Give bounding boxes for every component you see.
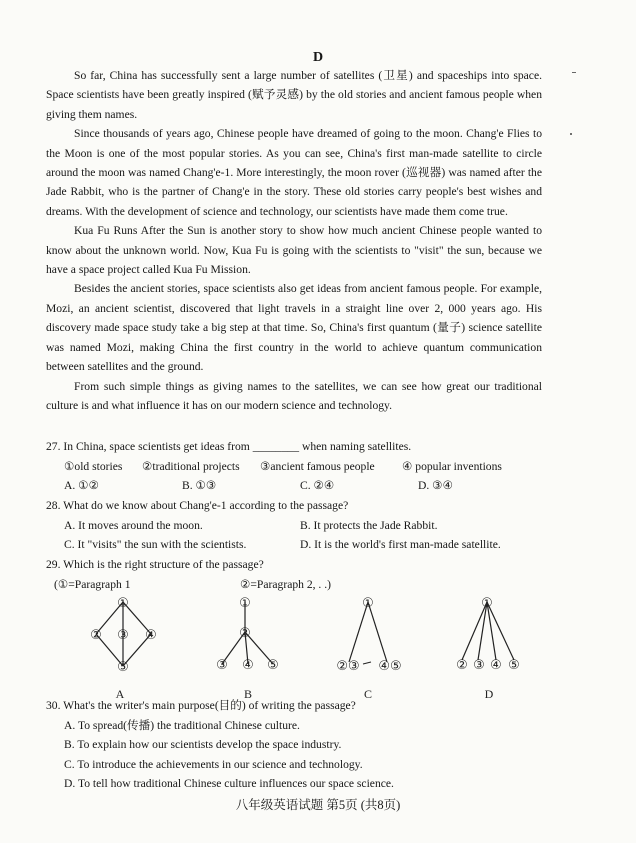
question-27-options <box>64 476 546 496</box>
diagram-b[interactable] <box>216 596 279 701</box>
node-3: ③ <box>473 658 485 673</box>
question-30-row-b <box>64 735 546 755</box>
question-27-items <box>64 457 546 477</box>
node-4: ④ <box>242 658 254 673</box>
diagram-d[interactable] <box>456 596 520 701</box>
section-letter: D <box>312 50 324 65</box>
option-d[interactable]: D. To tell how traditional Chinese culture influences our space science. <box>64 777 394 791</box>
node-group-right: ④⑤ <box>378 659 402 674</box>
node-1: ① <box>481 596 493 611</box>
item-1: ①old stories <box>64 459 123 473</box>
question-30 <box>46 696 546 794</box>
node-1: ① <box>239 596 251 611</box>
question-29-stem: 29. Which is the right structure of the passage? <box>46 558 264 571</box>
question-29 <box>46 555 546 594</box>
item-4: ④ popular inventions <box>402 459 502 473</box>
node-group-left: ②③ <box>336 659 360 674</box>
paragraph-1: So far, China has successfully sent a large number of satellites (卫星) and spaceships into space. Space scientists have been greatly inspired (赋予灵感) by the old stories and ancient famous people when giving them names. <box>46 69 542 121</box>
option-c[interactable]: C. To introduce the achievements in our science and technology. <box>64 757 363 771</box>
node-5: ⑤ <box>267 658 279 673</box>
node-2: ② <box>90 628 102 643</box>
paragraph-4: Besides the ancient stories, space scientists also get ideas from ancient famous people. For example, Mozi, an ancient scientist, discovered that light travels in a straight line over 2, 000 years ago. His discovery made space study take a big step at that time. So, China's first quantum (量子) science satellite was named Mozi, making China the first country in the world to achieve quantum communication between satellites and the ground. <box>46 282 542 374</box>
option-d[interactable]: D. It is the world's first man-made satellite. <box>300 538 501 552</box>
option-b[interactable]: B. It protects the Jade Rabbit. <box>300 518 438 532</box>
node-3: ③ <box>117 628 129 643</box>
node-1: ① <box>362 596 374 611</box>
diagram-a-label: A <box>115 687 125 701</box>
question-28-row-1 <box>64 516 546 536</box>
item-2: ②traditional projects <box>142 459 240 473</box>
node-2: ② <box>456 658 468 673</box>
node-3: ③ <box>216 658 228 673</box>
option-a[interactable]: A. ①② <box>64 479 99 493</box>
question-28-stem: 28. What do we know about Chang'e-1 according to the passage? <box>46 499 349 512</box>
node-5: ⑤ <box>508 658 520 673</box>
item-3: ③ancient famous people <box>260 459 375 473</box>
diagram-c[interactable] <box>336 596 401 701</box>
option-c[interactable]: C. ②④ <box>300 479 335 493</box>
page-footer: 八年级英语试题 第5页 (共8页) <box>235 798 401 812</box>
paragraph-2: Since thousands of years ago, Chinese people have dreamed of going to the moon. Chang'e Flies to the Moon is one of the most popular stories. As you can see, China's first man-made satellite to circle around the moon was named Chang'e-1. More interestingly, the moon rover (巡视器) was named after the Jade Rabbit, who is the partner of Chang'e in the story. These old stories carry people's best wishes and dreams. With the development of science and technology, our scientists have made them come true. <box>46 127 542 218</box>
note-right: ②=Paragraph 2, . .) <box>240 577 331 591</box>
option-a[interactable]: A. It moves around the moon. <box>64 518 203 532</box>
question-28-row-2 <box>64 535 546 555</box>
question-30-stem: 30. What's the writer's main purpose(目的) of writing the passage? <box>46 699 356 712</box>
question-27-stem: 27. In China, space scientists get ideas from ________ when naming satellites. <box>46 440 412 453</box>
structure-diagrams <box>60 590 530 705</box>
option-d[interactable]: D. ③④ <box>418 479 453 493</box>
question-30-row-c <box>64 755 546 775</box>
question-28 <box>46 496 546 555</box>
node-4: ④ <box>490 658 502 673</box>
diagram-d-label: D <box>484 687 494 701</box>
question-30-row-d <box>64 774 546 794</box>
question-27 <box>46 437 546 496</box>
diagram-a[interactable] <box>90 596 157 701</box>
paragraph-5: From such simple things as giving names to the satellites, we can see how great our traditional culture is and what influence it has on our modern science and technology. <box>46 379 542 412</box>
node-1: ① <box>117 596 129 611</box>
note-left: (①=Paragraph 1 <box>54 577 131 591</box>
question-30-row-a <box>64 716 546 736</box>
margin-mark <box>572 72 576 73</box>
node-5: ⑤ <box>117 660 129 675</box>
option-a[interactable]: A. To spread(传播) the traditional Chinese culture. <box>64 718 300 732</box>
node-4: ④ <box>145 628 157 643</box>
paragraph-3: Kua Fu Runs After the Sun is another story to show how much ancient Chinese people wanted to know about the unknown world. Now, Kua Fu is going with the scientists to "visit" the sun, because we have a space project called Kua Fu Mission. <box>46 224 542 277</box>
option-b[interactable]: B. ①③ <box>182 479 217 493</box>
option-b[interactable]: B. To explain how our scientists develop the space industry. <box>64 738 342 752</box>
diagram-b-label: B <box>243 687 253 701</box>
passage <box>46 66 542 415</box>
margin-dot <box>570 133 572 135</box>
diagram-c-label: C <box>363 687 373 701</box>
node-2: ② <box>239 626 251 641</box>
option-c[interactable]: C. It "visits" the sun with the scientists. <box>64 538 247 552</box>
